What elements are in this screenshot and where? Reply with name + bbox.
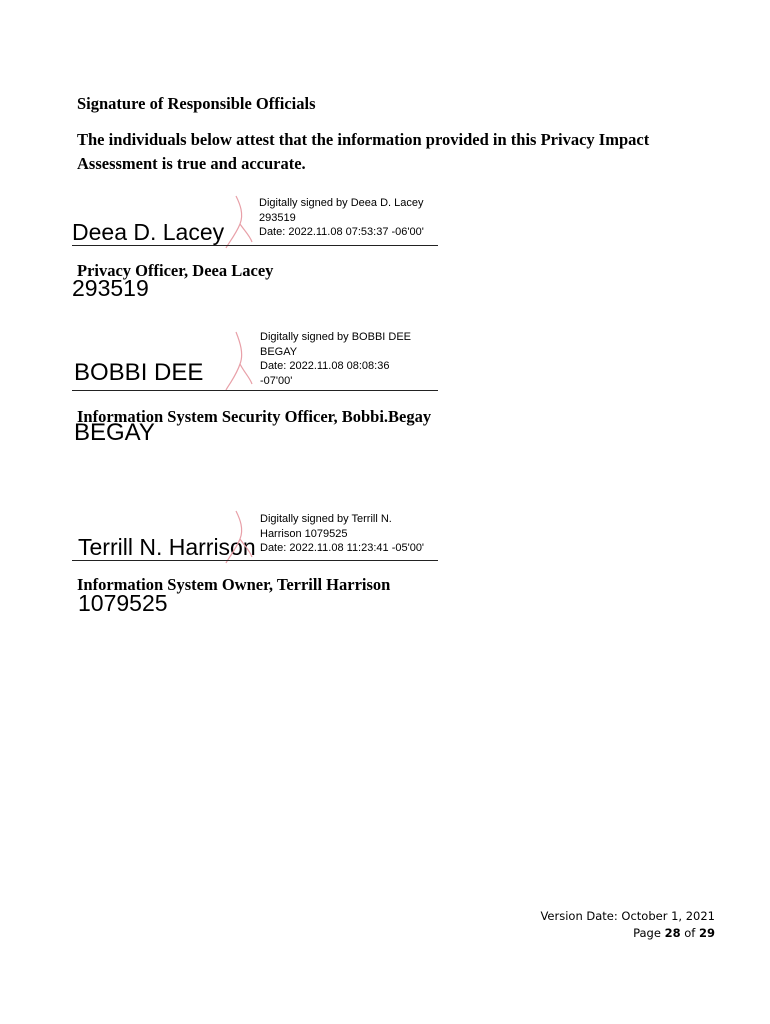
version-date: Version Date: October 1, 2021 (540, 909, 715, 923)
detail-line: 293519 (259, 211, 296, 224)
role-isso: Information System Security Officer, Bobbi.Begay (77, 407, 432, 426)
role-system-owner: Information System Owner, Terrill Harrison (77, 575, 391, 594)
page-footer (540, 908, 715, 942)
signature-line (72, 560, 438, 561)
attestation-statement: The individuals below attest that the information provided in this Privacy Impact Assessment is true and accurate. (77, 130, 650, 173)
digital-signature-details (260, 330, 445, 388)
detail-line: Harrison 1079525 (260, 527, 348, 540)
detail-line: Digitally signed by BOBBI DEE (260, 331, 412, 343)
signature-scribble-icon (222, 326, 262, 392)
signer-name-line1: Terrill N. Harrison (78, 534, 256, 560)
page-current: 28 (664, 926, 681, 940)
page-of: of (684, 926, 696, 940)
role-privacy-officer: Privacy Officer, Deea Lacey (77, 261, 274, 280)
signature-scribble-icon (222, 190, 262, 250)
detail-line: Digitally signed by Deea D. Lacey (259, 197, 424, 209)
signature-line (72, 390, 438, 391)
detail-line: Date: 2022.11.08 08:08:36 (260, 360, 390, 372)
detail-line: Date: 2022.11.08 11:23:41 -05'00' (260, 542, 425, 554)
signature-scribble-icon (222, 505, 262, 565)
signer-name-line2: 1079525 (78, 590, 168, 616)
detail-line: -07'00' (260, 374, 293, 387)
digital-signature-details (259, 196, 444, 240)
detail-line: Date: 2022.11.08 07:53:37 -06'00' (259, 226, 424, 238)
page-total: 29 (698, 926, 715, 940)
signer-name-line1: Deea D. Lacey (72, 219, 225, 245)
page-number (540, 925, 715, 942)
signer-name-line1: BOBBI DEE (74, 359, 204, 386)
page-label: Page (633, 926, 661, 940)
signer-name-line2: 293519 (72, 275, 149, 301)
section-title: Signature of Responsible Officials (77, 94, 316, 113)
digital-signature-details (260, 512, 445, 556)
signer-name (74, 328, 203, 478)
detail-line: BEGAY (260, 345, 298, 358)
signature-line (72, 245, 438, 246)
detail-line: Digitally signed by Terrill N. (260, 513, 392, 525)
signer-name-line2: BEGAY (74, 419, 155, 446)
